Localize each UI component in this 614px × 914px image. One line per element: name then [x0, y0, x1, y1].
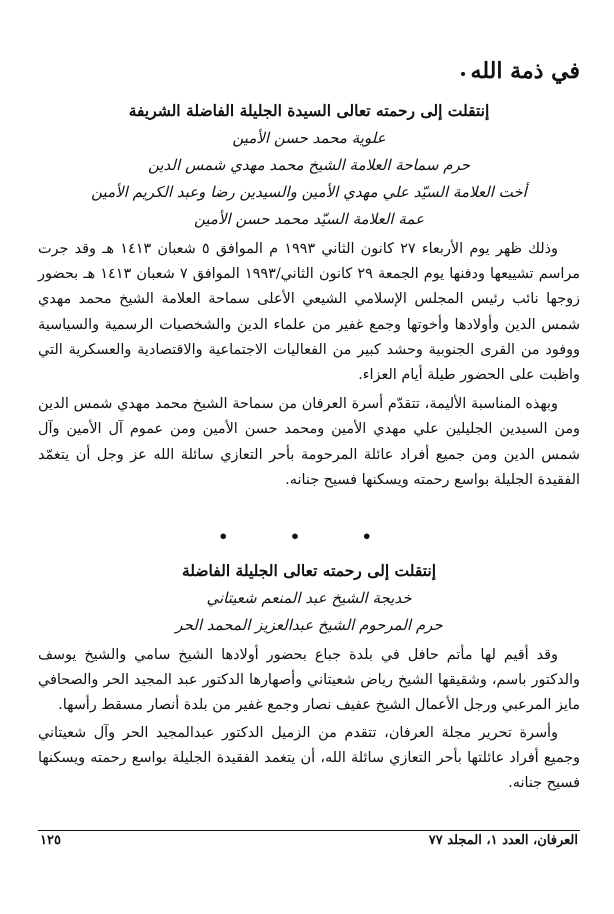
- section-title-text: في ذمة الله: [470, 58, 580, 84]
- notice-1-paragraph-2: وبهذه المناسبة الأليمة، تتقدّم أسرة العرفان من سماحة الشيخ محمد مهدي شمس الدين ومن السيدين الجليلين علي مهدي الأمين ومحمد حسن الأمين ومن عموم آل الأمين وآل شمس الدين ومن جميع أفراد عائلة المرحومة بأحر التعازي سائلة الله عز وجل أن يتغمّد الفقيدة الجليلة بواسع رحمته ويسكنها فسيح جنانه.: [38, 396, 580, 488]
- title-dot-icon: [461, 72, 465, 76]
- notice-1-line-3: أخت العلامة السيّد علي مهدي الأمين والسيدين رضا وعبد الكريم الأمين: [91, 183, 527, 201]
- notice-1-heading: إنتقلت إلى رحمته تعالى السيدة الجليلة الفاضلة الشريفة: [128, 101, 490, 120]
- separator: [38, 527, 580, 547]
- notice-2-name: خديجة الشيخ عبد المنعم شعيتاني: [206, 589, 412, 607]
- journal-reference: العرفان، العدد ١، المجلد ٧٧: [428, 833, 578, 848]
- notice-2-paragraph-1: وقد أقيم لها مأتم حافل في بلدة جباع بحضور أولادها الشيخ سامي والشيخ يوسف والدكتور باسم، وشقيقها الشيخ رياض شعيتاني وأصهارها الدكتور عبد المجيد الحر والصحافي مايز المرعبي ورجل الأعمال الشيخ عفيف نصار وجمع غفير من بلدة أنصار مسقط رأسها.: [38, 647, 580, 714]
- section-title: [461, 58, 580, 84]
- notice-2-paragraph-2: وأسرة تحرير مجلة العرفان، تتقدم من الزميل الدكتور عبدالمجيد الحر وآل شعيتاني وجميع أفراد عائلتها بأحر التعازي سائلة الله، أن يتغمد الفقيدة الجليلة بواسع رحمته ويسكنها فسيح جنانه.: [38, 724, 580, 792]
- notice-2-heading: إنتقلت إلى رحمته تعالى الجليلة الفاضلة: [181, 561, 437, 580]
- page: [38, 0, 580, 914]
- notice-2-line-2: حرم المرحوم الشيخ عبدالعزيز المحمد الحر: [175, 616, 443, 634]
- page-number: ١٢٥: [40, 833, 61, 848]
- notice-1-name: علوية محمد حسن الأمين: [232, 129, 386, 147]
- footer-rule: [38, 830, 580, 831]
- notice-1-paragraph-1: وذلك ظهر يوم الأربعاء ٢٧ كانون الثاني ١٩٩٣ م الموافق ٥ شعبان ١٤١٣ هـ وقد جرت مراسم تشييعها ودفنها يوم الجمعة ٢٩ كانون الثاني/١٩٩٣ الموافق ٧ شعبان ١٤١٣ هـ بحضور زوجها نائب رئيس المجلس الإسلامي الشيعي الأعلى سماحة العلامة الشيخ محمد مهدي شمس الدين وأولادها وأخوتها وجمع غفير من علماء الدين والشخصيات الرسمية والسياسية ووفود من القرى الجنوبية وحشد كبير من الفعاليات الاجتماعية والاقتصادية والعسكرية التي واظبت على الحضور طيلة أيام العزاء.: [38, 241, 580, 384]
- notice-1-line-4: عمة العلامة السيّد محمد حسن الأمين: [193, 210, 425, 228]
- notice-1-line-2: حرم سماحة العلامة الشيخ محمد مهدي شمس الدين: [147, 156, 471, 174]
- notice-1: [38, 100, 580, 493]
- separator-dots: • • •: [218, 527, 400, 546]
- notice-2: [38, 560, 580, 796]
